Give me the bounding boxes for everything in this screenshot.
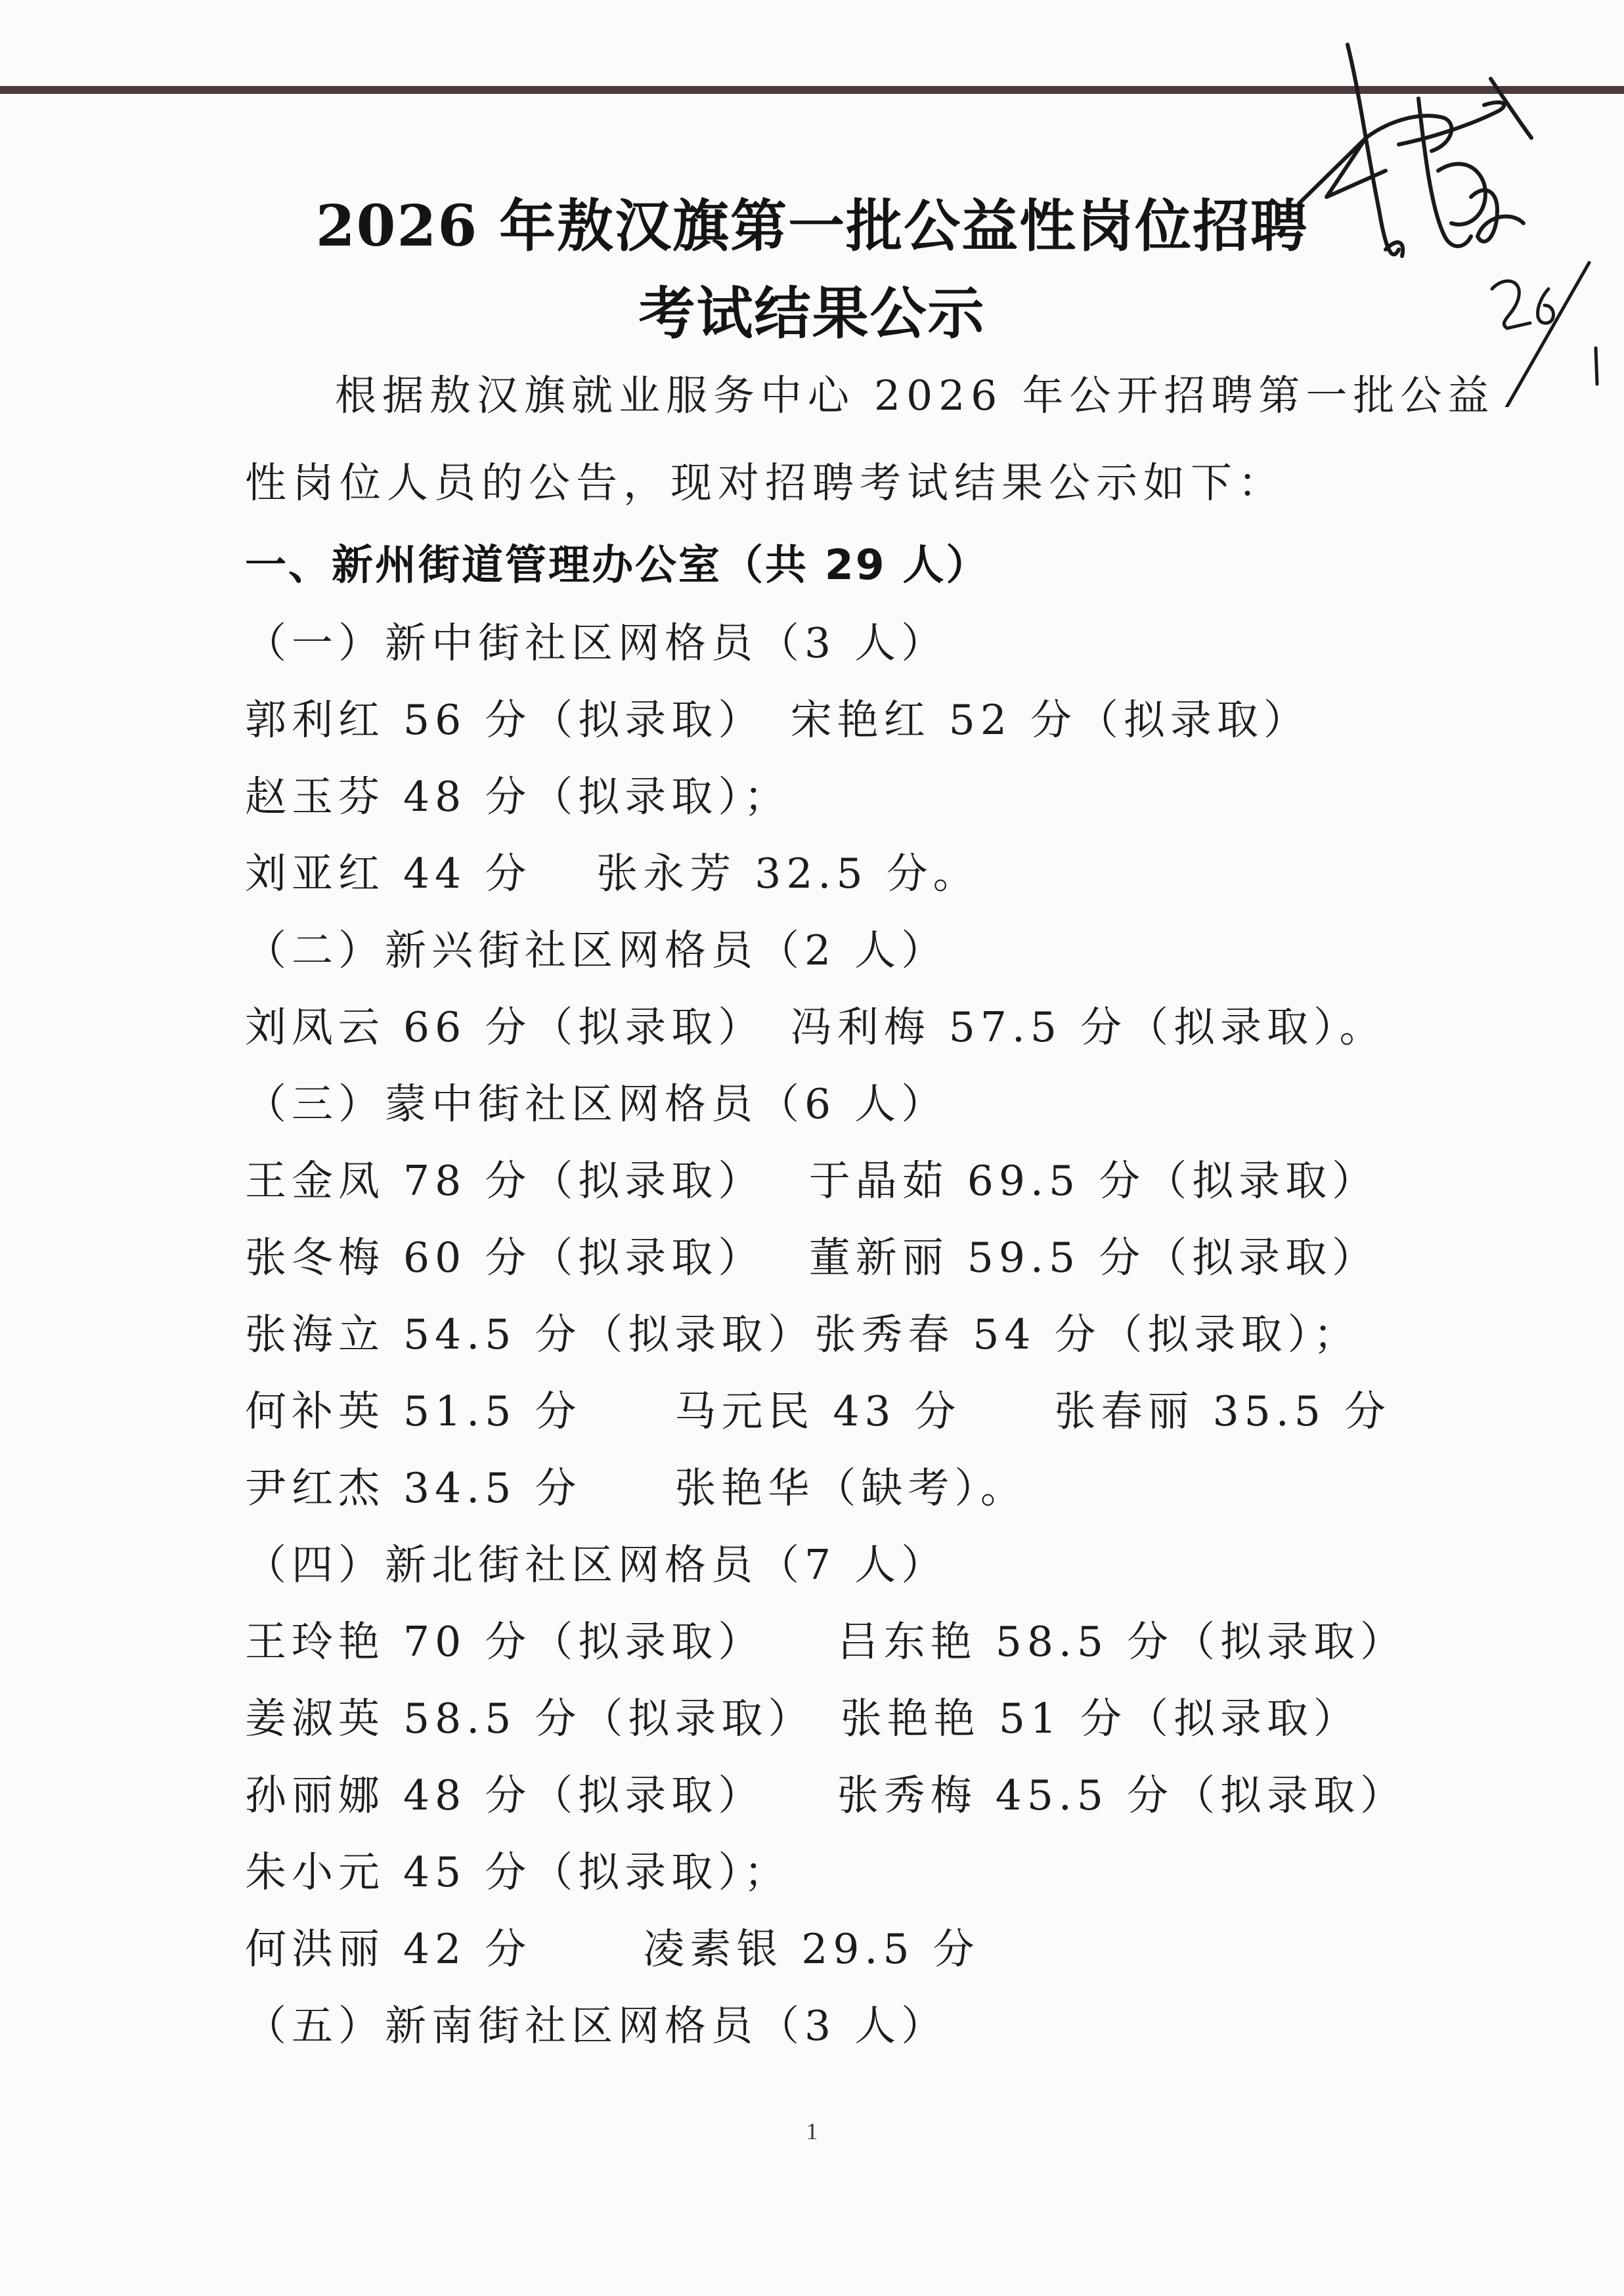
result-line: 何洪丽 42 分 凌素银 29.5 分	[245, 1925, 980, 1973]
result-line: 何补英 51.5 分 马元民 43 分 张春丽 35.5 分	[245, 1387, 1391, 1435]
section-heading: 一、新州街道管理办公室（共 29 人）	[245, 541, 990, 589]
result-line: 刘亚红 44 分 张永芳 32.5 分。	[245, 850, 980, 898]
subsection-heading: （二）新兴街社区网格员（2 人）	[245, 926, 948, 974]
result-line: 姜淑英 58.5 分（拟录取） 张艳艳 51 分（拟录取）	[245, 1695, 1361, 1743]
result-line: 郭利红 56 分（拟录取） 宋艳红 52 分（拟录取）	[245, 696, 1310, 744]
subsection-heading: （四）新北街社区网格员（7 人）	[245, 1541, 948, 1589]
result-line: 尹红杰 34.5 分 张艳华（缺考）。	[245, 1464, 1027, 1512]
page-number: 1	[806, 2118, 818, 2144]
result-line: 刘凤云 66 分（拟录取） 冯利梅 57.5 分（拟录取）。	[245, 1003, 1386, 1051]
result-line: 张海立 54.5 分（拟录取）张秀春 54 分（拟录取）；	[245, 1310, 1361, 1358]
subsection-heading: （五）新南街社区网格员（3 人）	[245, 2002, 948, 2050]
result-line: 王玲艳 70 分（拟录取） 吕东艳 58.5 分（拟录取）	[245, 1618, 1407, 1666]
result-line: 朱小元 45 分（拟录取）；	[245, 1848, 791, 1896]
document-title-line2: 考试结果公示	[638, 280, 986, 347]
subsection-heading: （一）新中街社区网格员（3 人）	[245, 619, 948, 667]
result-line: 张冬梅 60 分（拟录取） 董新丽 59.5 分（拟录取）	[245, 1234, 1379, 1282]
result-line: 王金凤 78 分（拟录取） 于晶茹 69.5 分（拟录取）	[245, 1157, 1379, 1205]
intro-line1: 根据敖汉旗就业服务中心 2026 年公开招聘第一批公益	[335, 372, 1495, 420]
document-title-line1: 2026 年敖汉旗第一批公益性岗位招聘	[315, 193, 1309, 259]
subsection-heading: （三）蒙中街社区网格员（6 人）	[245, 1080, 948, 1128]
result-line: 赵玉芬 48 分（拟录取）；	[245, 773, 791, 821]
result-line: 孙丽娜 48 分（拟录取） 张秀梅 45.5 分（拟录取）	[245, 1771, 1407, 1819]
intro-line2: 性岗位人员的公告，现对招聘考试结果公示如下：	[245, 459, 1285, 507]
